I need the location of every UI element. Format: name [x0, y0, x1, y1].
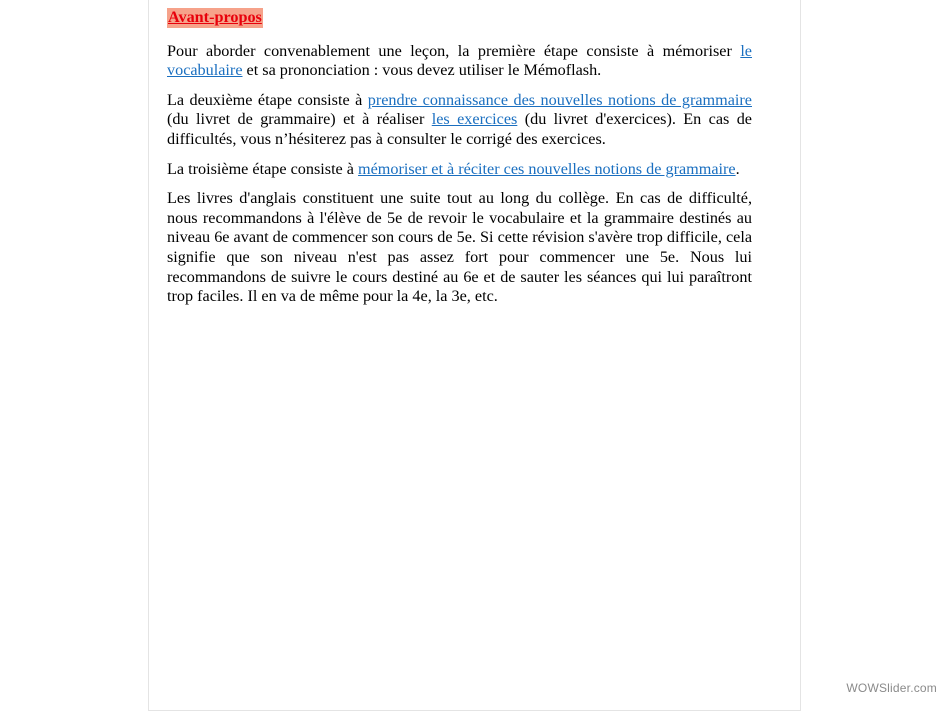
- document-content: [167, 8, 752, 317]
- wowslider-watermark[interactable]: WOWSlider.com: [846, 681, 937, 695]
- grammar-notions-link[interactable]: prendre connaissance des nouvelles notions de grammaire: [367, 90, 752, 109]
- paragraph-1-text-2: et sa prononciation : vous devez utiliser le Mémoflash.: [242, 61, 602, 80]
- exercises-link[interactable]: les exercices: [431, 110, 518, 129]
- paragraph-2-text-1: La deuxième étape consiste à: [167, 90, 368, 109]
- paragraph-1-text-1: Pour aborder convenablement une leçon, la première étape consiste à mémoriser: [167, 41, 741, 60]
- paragraph-2-text-3: (du livret d'exercices). En cas de difficultés, vous n’hésiterez pas à consulter le corrigé des exercices.: [167, 110, 752, 148]
- paragraph-2-text-2: (du livret de grammaire) et à réaliser: [167, 110, 432, 129]
- page-title: Avant-propos: [168, 8, 262, 26]
- paragraph-4: [167, 189, 752, 307]
- paragraph-4-text-1: Les livres d'anglais constituent une suite tout au long du collège. En cas de difficulté, nous recommandons à l'élève de 5e de revoir le vocabulaire et la grammaire destinés au niveau 6e avant de commencer son cours de 5e. Si cette révision s'avère trop difficile, cela signifie que son niveau n'est pas assez fort pour commencer une 5e. Nous lui recommandons de suivre le cours destiné au 6e et de sauter les séances qui lui paraîtront trop faciles. Il en va de même pour la 4e, la 3e, etc.: [167, 189, 752, 306]
- paragraph-3-text-1: La troisième étape consiste à: [167, 159, 359, 178]
- document-page: [148, 0, 801, 711]
- paragraph-3-text-2: .: [735, 159, 740, 178]
- paragraph-2: [167, 91, 752, 150]
- paragraph-3: [167, 160, 752, 180]
- memorize-recite-link[interactable]: mémoriser et à réciter ces nouvelles notions de grammaire: [358, 159, 736, 178]
- paragraph-1: [167, 42, 752, 81]
- vocabulary-link[interactable]: le vocabulaire: [167, 41, 752, 80]
